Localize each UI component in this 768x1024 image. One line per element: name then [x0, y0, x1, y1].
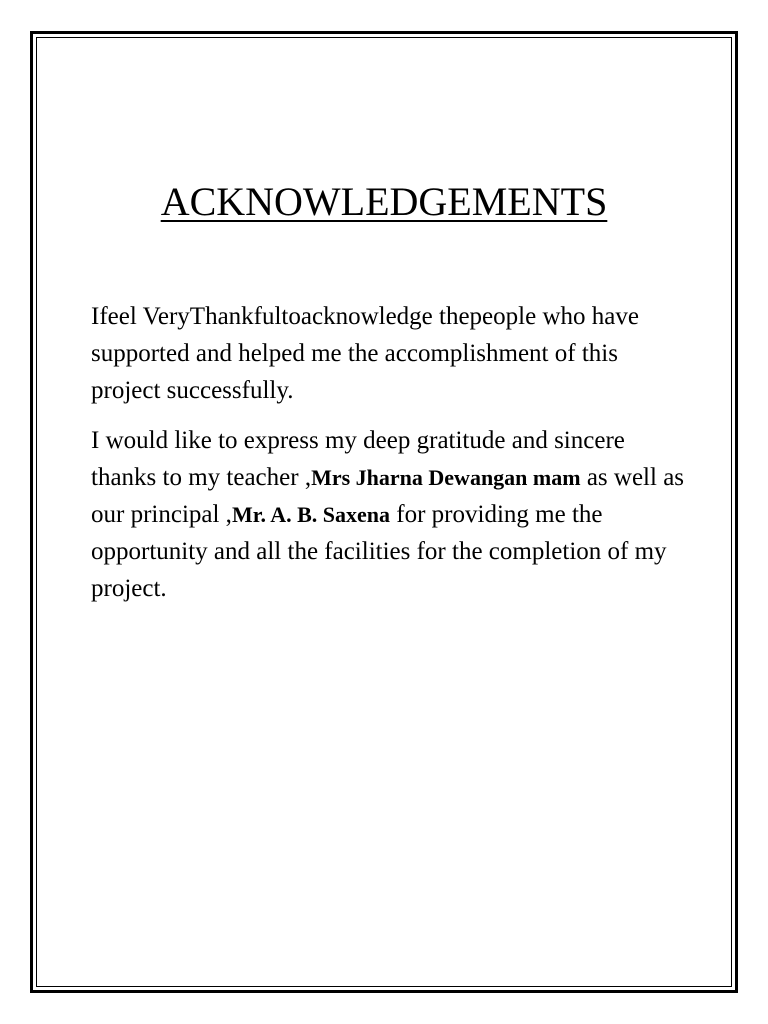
thanks-text-part2: as well as our principal , — [91, 464, 685, 528]
thanks-text-part1: I would like to express my deep gratitude and sincere thanks to my teacher , — [91, 427, 625, 491]
principal-name: Mr. A. B. Saxena — [231, 502, 391, 527]
paragraph-intro: Ifeel VeryThankfultoacknowledge thepeople who have supported and helped me the accomplishment of this project successfully. — [91, 303, 639, 404]
teacher-name: Mrs Jharna Dewangan mam — [311, 465, 581, 490]
thanks-text-part3: for providing me the opportunity and all the facilities for the completion of my project. — [91, 501, 667, 602]
page-title: ACKNOWLEDGEMENTS — [160, 179, 608, 224]
paragraph-thanks — [91, 422, 691, 607]
